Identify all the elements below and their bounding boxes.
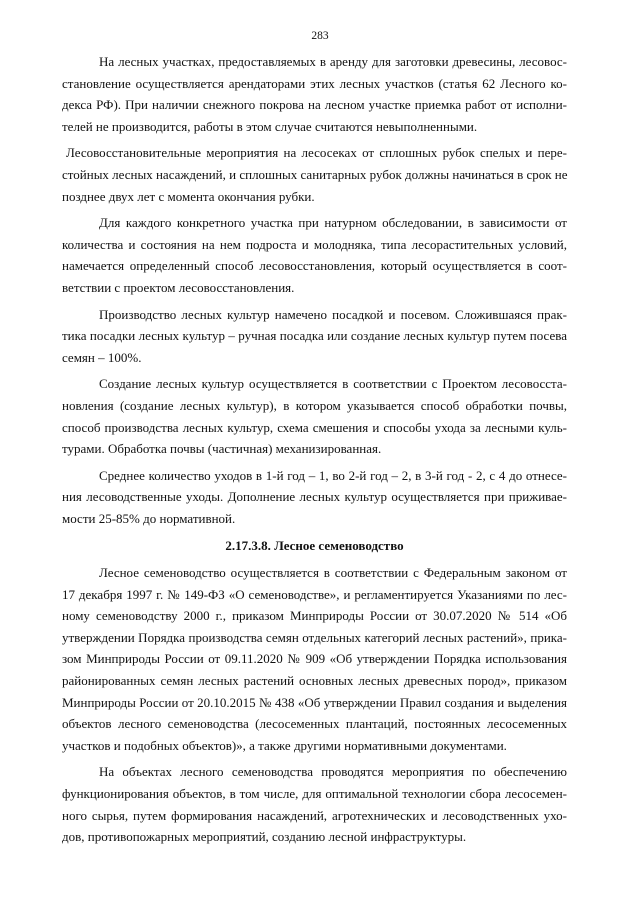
paragraph-line: ному семеноводству 2000 г., приказом Минприроды России от 30.07.2020 № 514 «Об xyxy=(62,608,567,624)
paragraph-line: На лесных участках, предоставляемых в аренду для заготовки древесины, лесовос- xyxy=(99,54,567,69)
paragraph-line: семян – 100%. xyxy=(62,349,142,365)
paragraph-line: стойных лесных насаждений, и сплошных санитарных рубок должны начинаться в срок не xyxy=(62,166,568,182)
paragraph-line: объектов лесного семеноводства (лесосеменных плантаций, постоянных лесосеменных xyxy=(62,716,567,732)
paragraph-line: На объектах лесного семеноводства проводятся мероприятия по обеспечению xyxy=(99,764,567,780)
paragraph-line: районированных семян лесных растений основных лесных древесных пород», приказом xyxy=(62,673,567,689)
paragraph-line: Лесное семеноводство осуществляется в соответствии с Федеральным законом от xyxy=(99,565,567,581)
paragraph-line: становление осуществляется арендаторами этих лесных участков (статья 62 Лесного ко- xyxy=(62,75,567,91)
paragraph xyxy=(62,304,567,369)
section-heading: 2.17.3.8. Лесное семеноводство xyxy=(225,538,404,554)
paragraph-line: способ производства лесных культур, схема смешения и способы ухода за лесными куль- xyxy=(62,419,567,435)
body-text xyxy=(62,51,567,853)
paragraph-line: Производство лесных культур намечено посадкой и посевом. Сложившаяся прак- xyxy=(99,306,567,322)
paragraph-line: мости 25-85% до нормативной. xyxy=(62,510,236,526)
paragraph-line: зом Минприроды России от 09.11.2020 № 909 «Об утверждении Порядка использования xyxy=(62,651,567,667)
paragraph-line: Лесовосстановительные мероприятия на лесосеках от сплошных рубок спелых и пере- xyxy=(66,145,567,161)
paragraph-line: телей не производится, работы в этом случае считаются невыполненными. xyxy=(62,118,478,134)
paragraph-line: позднее двух лет с момента окончания рубки. xyxy=(62,188,315,204)
paragraph-line: Среднее количество уходов в 1-й год – 1, во 2-й год – 2, в 3-й год - 2, с 4 до отнесе- xyxy=(99,467,567,483)
paragraph-line: тика посадки лесных культур – ручная посадка или создание лесных культур путем посева xyxy=(62,328,567,344)
paragraph xyxy=(62,373,567,459)
paragraph-line: декса РФ). При наличии снежного покрова на лесном участке приемка работ от исполни- xyxy=(62,97,567,113)
paragraph-line: Для каждого конкретного участка при натурном обследовании, в зависимости от xyxy=(99,215,567,231)
paragraph xyxy=(62,761,567,847)
paragraph-line: турами. Обработка почвы (частичная) механизированная. xyxy=(62,441,382,457)
paragraph-line: намечается определенный способ лесовосстановления, который осуществляется в соот- xyxy=(62,258,567,274)
paragraph-line: дов, противопожарных мероприятий, созданию лесной инфраструктуры. xyxy=(62,829,467,845)
paragraph-line: Минприроды России от 20.10.2015 № 438 «Об утверждении Правил создания и выделения xyxy=(62,694,567,710)
paragraph-line: участков и подобных объектов)», а также другими нормативными документами. xyxy=(62,737,507,753)
paragraph xyxy=(62,212,567,298)
paragraph-line: ветствии с проектом лесовосстановления. xyxy=(62,279,295,295)
paragraph xyxy=(62,142,567,207)
paragraph xyxy=(62,51,567,137)
paragraph xyxy=(62,465,567,530)
paragraph-line: функционирования объектов, в том числе, для оптимальной технологии сбора лесосемен- xyxy=(62,786,567,801)
page-number: 283 xyxy=(311,30,329,42)
paragraph-line: ния лесоводственные уходы. Дополнение лесных культур осуществляется при приживае- xyxy=(62,489,567,505)
paragraph-line: ного сырья, путем формирования насаждений, агротехнических и лесоводственных ухо- xyxy=(62,807,567,823)
paragraph xyxy=(62,562,567,756)
paragraph-line: утверждении Порядка производства семян отдельных категорий лесных растений», прика- xyxy=(62,629,567,645)
paragraph-line: количества и состояния на нем подроста и молодняка, типа лесорастительных условий, xyxy=(62,236,567,252)
paragraph-line: 17 декабря 1997 г. № 149-ФЗ «О семеноводстве», и регламентируется Указаниями по лес- xyxy=(62,586,567,602)
paragraph-line: новления (создание лесных культур), в котором указывается способ обработки почвы, xyxy=(62,397,567,413)
paragraph-line: Создание лесных культур осуществляется в соответствии с Проектом лесовосста- xyxy=(99,376,567,392)
